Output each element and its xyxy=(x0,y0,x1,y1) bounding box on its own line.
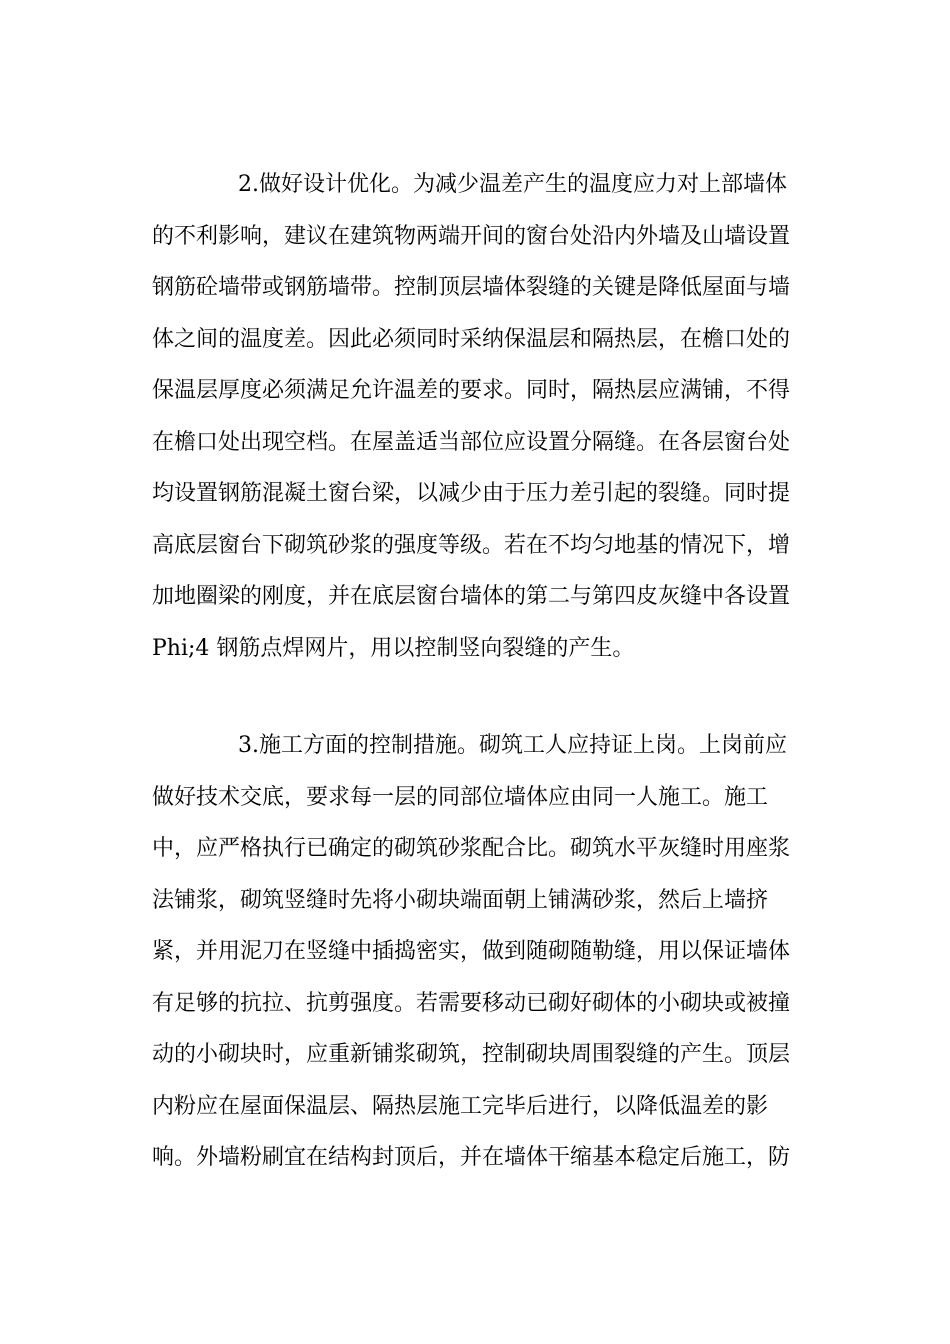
paragraph-line: 在檐口处出现空档。在屋盖适当部位应设置分隔缝。在各层窗台处 xyxy=(152,429,791,455)
paragraph-line: 做好技术交底，要求每一层的同部位墙体应由同一人施工。施工 xyxy=(152,784,769,810)
paragraph-design-optimization xyxy=(152,159,802,674)
paragraph-line: 均设置钢筋混凝土窗台梁，以减少由于压力差引起的裂缝。同时提 xyxy=(152,481,791,506)
paragraph-line: 高底层窗台下砌筑砂浆的强度等级。若在不均匀地基的情况下，增 xyxy=(152,532,791,558)
paragraph-line: 加地圈梁的刚度，并在底层窗台墙体的第二与第四皮灰缝中各设置 xyxy=(152,584,791,609)
paragraph-line: 法铺浆，砌筑竖缝时先将小砌块端面朝上铺满砂浆，然后上墙挤 xyxy=(152,887,769,913)
paragraph-line: 响。外墙粉刷宜在结构封顶后，并在墙体干缩基本稳定后施工，防 xyxy=(152,1145,791,1170)
paragraph-line: 内粉应在屋面保温层、隔热层施工完毕后进行，以降低温差的影 xyxy=(152,1093,769,1119)
paragraph-line: 紧，并用泥刀在竖缝中插捣密实，做到随砌随勒缝，用以保证墙体 xyxy=(152,939,791,964)
paragraph-line: 2.做好设计优化。为减少温差产生的温度应力对上部墙体 xyxy=(238,172,787,197)
paragraph-line: 体之间的温度差。因此必须同时采纳保温层和隔热层，在檐口处的 xyxy=(152,326,791,352)
paragraph-line: 动的小砌块时，应重新铺浆砌筑，控制砌块周围裂缝的产生。顶层 xyxy=(152,1042,791,1067)
paragraph-line: Phi;4 钢筋点焊网片，用以控制竖向裂缝的产生。 xyxy=(152,635,635,661)
paragraph-line: 钢筋砼墙带或钢筋墙带。控制顶层墙体裂缝的关键是降低屋面与墙 xyxy=(152,275,791,300)
paragraph-line: 保温层厚度必须满足允许温差的要求。同时，隔热层应满铺，不得 xyxy=(152,378,791,403)
paragraph-line: 有足够的抗拉、抗剪强度。若需要移动已砌好砌体的小砌块或被撞 xyxy=(152,990,791,1016)
paragraph-construction-control xyxy=(152,720,802,1184)
paragraph-line: 的不利影响，建议在建筑物两端开间的窗台处沿内外墙及山墙设置 xyxy=(152,223,791,249)
paragraph-line: 3.施工方面的控制措施。砌筑工人应持证上岗。上岗前应 xyxy=(238,733,787,758)
paragraph-line: 中，应严格执行已确定的砌筑砂浆配合比。砌筑水平灰缝时用座浆 xyxy=(152,836,791,861)
